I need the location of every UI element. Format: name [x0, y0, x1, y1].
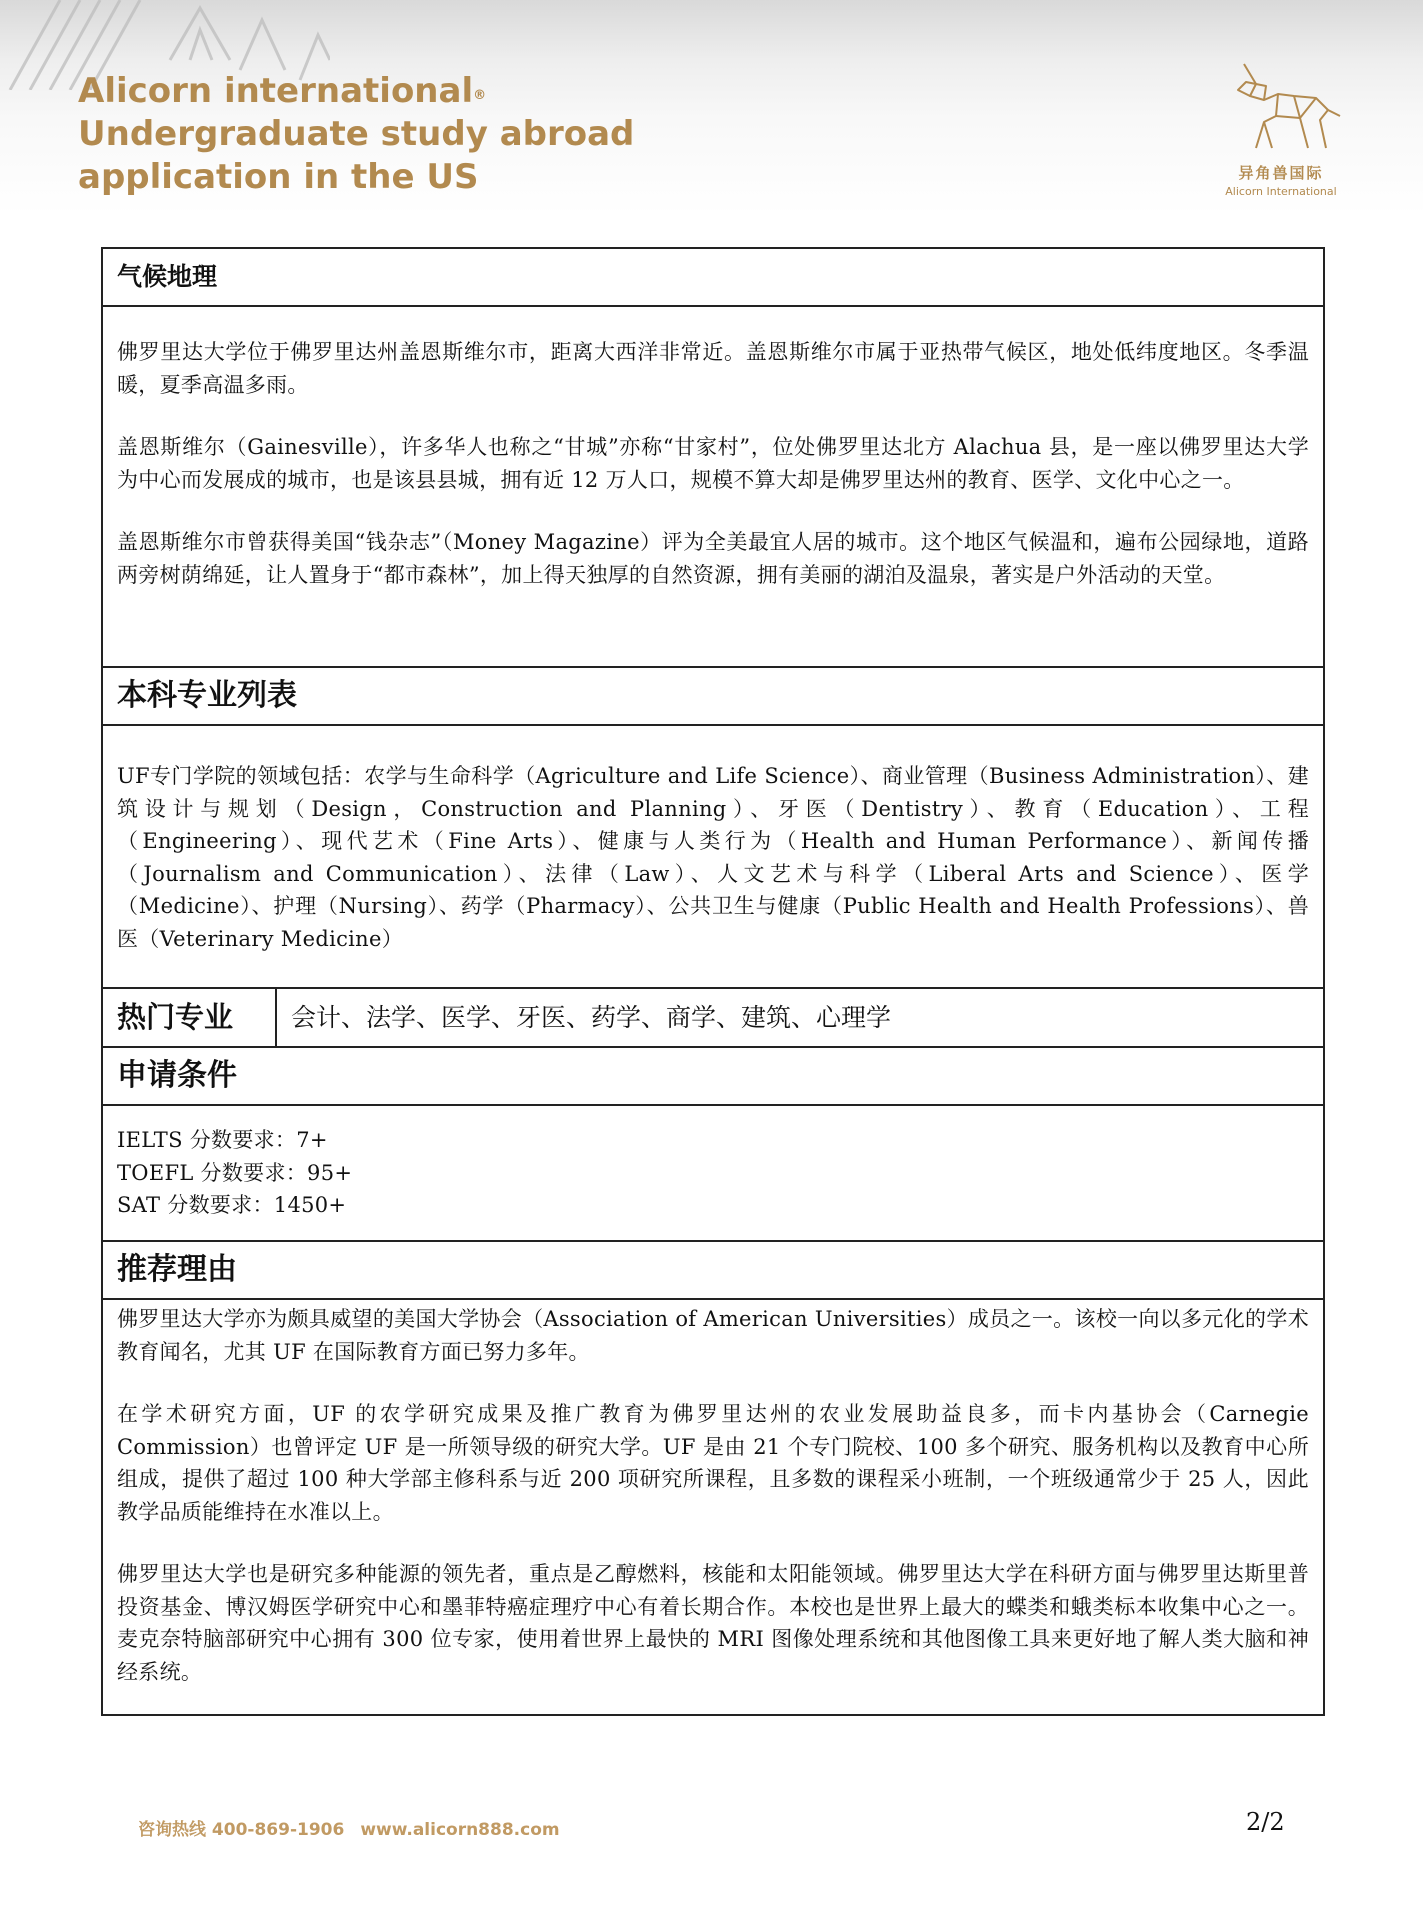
climate-paragraph-2: 盖恩斯维尔（Gainesville），许多华人也称之“甘城”亦称“甘家村”，位处佛罗里达北方 Alachua 县，是一座以佛罗里达大学为中心而发展成的城市，也是该县县城，拥有近 12 万人口，规模不算大却是佛罗里达州的教育、医学、文化中心之一。 — [117, 435, 1309, 492]
content-table — [101, 247, 1325, 1716]
brand-title-line-1: Alicorn international — [78, 71, 474, 111]
registered-mark: ® — [473, 88, 487, 103]
unicorn-logo-icon — [1216, 56, 1346, 156]
ielts-requirement: IELTS 分数要求：7+ — [117, 1128, 328, 1152]
footer-website[interactable]: www.alicorn888.com — [360, 1820, 560, 1840]
climate-body — [103, 307, 1323, 668]
logo-chinese-name: 异角兽国际 — [1238, 164, 1324, 182]
majors-body — [103, 726, 1323, 989]
reasons-paragraph-2: 在学术研究方面，UF 的农学研究成果及推广教育为佛罗里达州的农业发展助益良多，而卡内基协会（Carnegie Commission）也曾评定 UF 是一所领导级的研究大学。UF 是由 21 个专门院校、100 多个研究、服务机构以及教育中心所组成，提供了超过 100 种大学部主修科系与近 200 项研究所课程，且多数的课程采小班制，一个班级通常少于 25 人，因此教学品质能维持在水准以上。 — [117, 1402, 1309, 1524]
footer-contact — [138, 1815, 560, 1840]
page-number: 2/2 — [1246, 1808, 1285, 1836]
reasons-paragraph-1: 佛罗里达大学亦为颇具威望的美国大学协会（Association of American Universities）成员之一。该校一向以多元化的学术教育闻名，尤其 UF 在国际教育方面已努力多年。 — [117, 1307, 1309, 1364]
majors-paragraph: UF专门学院的领域包括：农学与生命科学（Agriculture and Life Science）、商业管理（Business Administration）、建筑设计与规划（Design，Construction and Planning）、牙医（Dentistry）、教育（Education）、工程（Engineering）、现代艺术（Fine Arts）、健康与人类行为（Health and Human Performance）、新闻传播（Journalism and Communication）、法律（Law）、人文艺术与科学（Liberal Arts and Science）、医学（Medicine）、护理（Nursing）、药学（Pharmacy）、公共卫生与健康（Public Health and Health Professions）、兽医（Veterinary Medicine） — [117, 764, 1309, 951]
toefl-requirement: TOEFL 分数要求：95+ — [117, 1160, 353, 1185]
brand-title — [78, 70, 634, 199]
requirements-body — [103, 1106, 1323, 1242]
logo-english-name: Alicorn International — [1225, 185, 1337, 198]
majors-heading: 本科专业列表 — [103, 668, 1323, 726]
footer-hotline: 咨询热线 400-869-1906 — [138, 1820, 345, 1840]
climate-heading: 气候地理 — [103, 249, 1323, 307]
reasons-paragraph-3: 佛罗里达大学也是研究多种能源的领先者，重点是乙醇燃料，核能和太阳能领域。佛罗里达大学在科研方面与佛罗里达斯里普投资基金、博汉姆医学研究中心和墨菲特癌症理疗中心有着长期合作。本校也是世界上最大的蝶类和蛾类标本收集中心之一。麦克奈特脑部研究中心拥有 300 位专家，使用着世界上最快的 MRI 图像处理系统和其他图像工具来更好地了解人类大脑和神经系统。 — [117, 1562, 1309, 1684]
company-logo — [1196, 56, 1366, 206]
climate-paragraph-1: 佛罗里达大学位于佛罗里达州盖恩斯维尔市，距离大西洋非常近。盖恩斯维尔市属于亚热带气候区，地处低纬度地区。冬季温暖，夏季高温多雨。 — [117, 340, 1309, 397]
popular-majors-row — [103, 989, 1323, 1048]
brand-title-line-2: Undergraduate study abroad — [78, 114, 635, 154]
reasons-body — [103, 1300, 1323, 1716]
climate-paragraph-3: 盖恩斯维尔市曾获得美国“钱杂志”（Money Magazine）评为全美最宜人居的城市。这个地区气候温和，遍布公园绿地，道路两旁树荫绵延，让人置身于“都市森林”，加上得天独厚的自然资源，拥有美丽的湖泊及温泉，著实是户外活动的天堂。 — [117, 530, 1309, 587]
sat-requirement: SAT 分数要求：1450+ — [117, 1193, 347, 1217]
requirements-heading: 申请条件 — [103, 1048, 1323, 1106]
popular-majors-value: 会计、法学、医学、牙医、药学、商学、建筑、心理学 — [291, 1003, 892, 1032]
popular-majors-label: 热门专业 — [103, 989, 277, 1046]
brand-title-line-3: application in the US — [78, 157, 479, 197]
reasons-heading: 推荐理由 — [103, 1242, 1323, 1300]
